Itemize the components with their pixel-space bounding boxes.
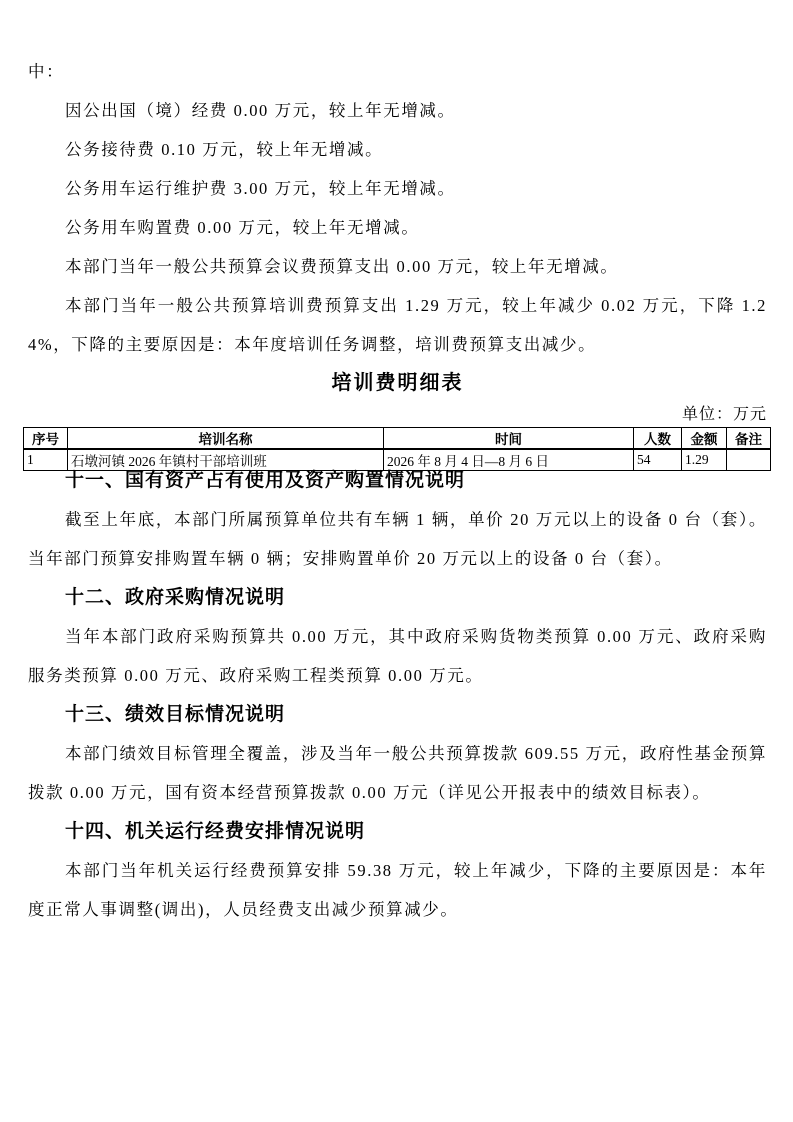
section-government-procurement xyxy=(28,578,767,695)
col-header-remark: 备注 xyxy=(727,428,771,450)
section-state-assets xyxy=(28,461,767,578)
paragraph-vehicle-maintenance-expense: 公务用车运行维护费 3.00 万元，较上年无增减。 xyxy=(65,179,456,198)
section-heading-11: 十一、国有资产占有使用及资产购置情况说明 xyxy=(65,470,466,491)
section-body-12: 当年本部门政府采购预算共 0.00 万元，其中政府采购货物类预算 0.00 万元、政府采购服务类预算 0.00 万元、政府采购工程类预算 0.00 万元。 xyxy=(28,627,767,685)
col-header-training-name: 培训名称 xyxy=(68,428,384,450)
paragraph-abroad-expense: 因公出国（境）经费 0.00 万元，较上年无增减。 xyxy=(65,101,456,120)
unit-label: 单位：万元 xyxy=(681,406,767,423)
paragraph-reception-expense: 公务接待费 0.10 万元，较上年无增减。 xyxy=(65,140,384,159)
col-header-index: 序号 xyxy=(24,428,68,450)
section-body-13: 本部门绩效目标管理全覆盖，涉及当年一般公共预算拨款 609.55 万元，政府性基金预算拨款 0.00 万元，国有资本经营预算拨款 0.00 万元（详见公开报表中的绩效目标表）。 xyxy=(28,744,767,802)
paragraph-training-expense: 本部门当年一般公共预算培训费预算支出 1.29 万元，较上年减少 0.02 万元，下降 1.24%，下降的主要原因是：本年度培训任务调整，培训费预算支出减少。 xyxy=(28,296,767,354)
section-heading-14: 十四、机关运行经费安排情况说明 xyxy=(65,821,366,842)
training-table-title: 培训费明细表 xyxy=(331,372,464,394)
col-header-amount: 金额 xyxy=(682,428,727,450)
section-operating-expenses xyxy=(28,812,767,929)
cell-time: 2026 年 8 月 4 日—8 月 6 日 xyxy=(384,449,634,471)
cell-amount: 1.29 xyxy=(682,449,727,471)
col-header-headcount: 人数 xyxy=(634,428,682,450)
section-body-11: 截至上年底，本部门所属预算单位共有车辆 1 辆，单价 20 万元以上的设备 0 台（套）。当年部门预算安排购置车辆 0 辆；安排购置单价 20 万元以上的设备 0 台（套）。 xyxy=(28,510,767,568)
section-body-14: 本部门当年机关运行经费预算安排 59.38 万元，较上年减少，下降的主要原因是：本年度正常人事调整(调出)，人员经费支出减少预算减少。 xyxy=(28,861,767,919)
table-header-row xyxy=(24,428,771,450)
cell-training-name: 石墩河镇 2026 年镇村干部培训班 xyxy=(68,449,384,471)
paragraph-meeting-expense: 本部门当年一般公共预算会议费预算支出 0.00 万元，较上年无增减。 xyxy=(65,257,619,276)
section-heading-13: 十三、绩效目标情况说明 xyxy=(65,704,286,725)
section-heading-12: 十二、政府采购情况说明 xyxy=(65,587,286,608)
section-performance-targets xyxy=(28,695,767,812)
intro-fragment: 中： xyxy=(28,62,65,81)
cell-headcount: 54 xyxy=(634,449,682,471)
cell-index: 1 xyxy=(24,449,68,471)
paragraph-vehicle-purchase-expense: 公务用车购置费 0.00 万元，较上年无增减。 xyxy=(65,218,420,237)
col-header-time: 时间 xyxy=(384,428,634,450)
